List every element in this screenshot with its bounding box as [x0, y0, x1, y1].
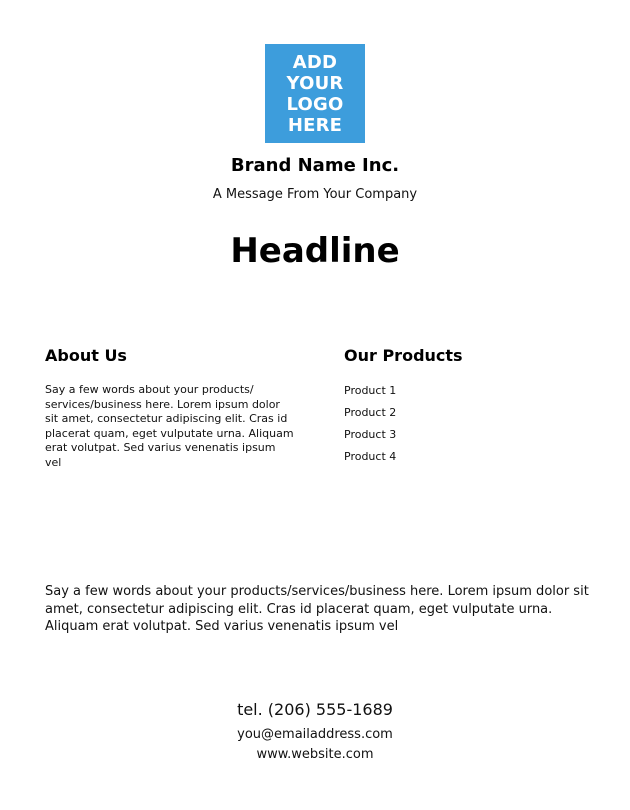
product-item: Product 4 [344, 450, 397, 463]
brand-tagline: A Message From Your Company [212, 187, 418, 202]
contact-email: you@emailaddress.com [237, 727, 393, 742]
logo-placeholder [265, 44, 365, 143]
page-headline: Headline [230, 231, 400, 271]
product-item: Product 2 [344, 406, 397, 419]
products-list [344, 383, 396, 471]
logo-text-line: HERE [287, 114, 343, 136]
product-item: Product 1 [344, 384, 397, 397]
brand-name: Brand Name Inc. [230, 155, 400, 176]
logo-text-line: YOUR [286, 72, 344, 94]
contact-website: www.website.com [256, 747, 374, 762]
our-products-title: Our Products [344, 346, 463, 365]
product-item: Product 3 [344, 428, 397, 441]
body-paragraph: Say a few words about your products/services/business here. Lorem ipsum dolor sit amet, consectetur adipiscing elit. Cras id placerat quam, eget vulputate urna. Aliquam erat volutpat. Sed varius venenatis ipsum vel [45, 584, 589, 634]
logo-text-line: LOGO [286, 93, 344, 115]
logo-text-line: ADD [292, 51, 338, 73]
about-us-text: Say a few words about your products/ services/business here. Lorem ipsum dolor sit amet, consectetur adipiscing elit. Cras id placerat quam, eget vulputate urna. Aliquam erat volutpat. Sed varius venenatis ipsum vel [45, 383, 294, 469]
contact-phone: tel. (206) 555-1689 [237, 700, 393, 719]
about-us-title: About Us [45, 346, 127, 365]
